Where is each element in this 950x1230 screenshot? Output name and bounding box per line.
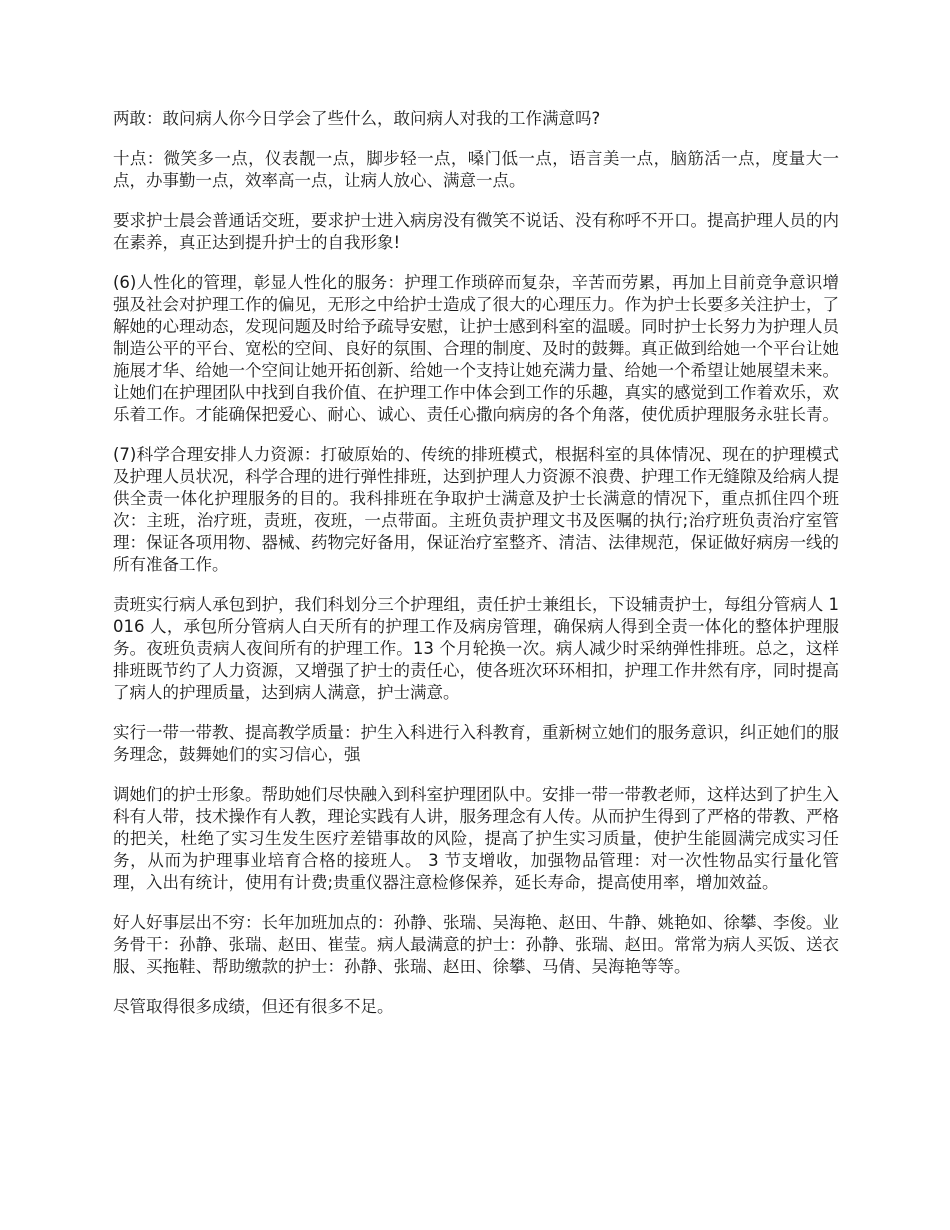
paragraph-responsibility-shift: 责班实行病人承包到护，我们科划分三个护理组，责任护士兼组长，下设辅责护士，每组分管病人 1016 人，承包所分管病人白天所有的护理工作及病房管理，确保病人得到全责一体化的整体护理服务。夜班负责病人夜间所有的护理工作。13 个月轮换一次。病人减少时采纳弹性排班。总之，这样排班既节约了人力资源，又增强了护士的责任心，使各班次环环相扣，护理工作井然有序，同时提高了病人的护理质量，达到病人满意，护士满意。 bbox=[113, 595, 839, 702]
paragraph-liang-gan: 两敢：敢问病人你今日学会了些什么，敢问病人对我的工作满意吗? bbox=[113, 109, 601, 128]
paragraph-good-deeds: 好人好事层出不穷：长年加班加点的：孙静、张瑞、吴海艳、赵田、牛静、姚艳如、徐攀、李俊。业务骨干：孙静、张瑞、赵田、崔莹。病人最满意的护士：孙静、张瑞、赵田。常常为病人买饭、送衣服、买拖鞋、帮助缴款的护士：孙静、张瑞、赵田、徐攀、马倩、吴海艳等等。 bbox=[113, 913, 839, 976]
paragraph-shi-dian: 十点：微笑多一点，仪表靓一点，脚步轻一点，嗓门低一点，语言美一点，脑筋活一点，度量大一点，办事勤一点，效率高一点，让病人放心、满意一点。 bbox=[113, 149, 839, 190]
paragraph-requirements: 要求护士晨会普通话交班，要求护士进入病房没有微笑不说话、没有称呼不开口。提高护理人员的内在素养，真正达到提升护士的自我形象! bbox=[113, 211, 839, 252]
paragraph-humanized-management: (6)人性化的管理，彰显人性化的服务：护理工作琐碎而复杂，辛苦而劳累，再加上目前竞争意识增强及社会对护理工作的偏见，无形之中给护士造成了很大的心理压力。作为护士长要多关注护士，了解她的心理动态，发现问题及时给予疏导安慰，让护士感到科室的温暖。同时护士长努力为护理人员制造公平的平台、宽松的空间、良好的氛围、合理的制度、及时的鼓舞。真正做到给她一个平台让她施展才华、给她一个空间让她开拓创新、给她一个支持让她充满力量、给她一个希望让她展望未来。让她们在护理团队中找到自我价值、在护理工作中体会到工作的乐趣，真实的感觉到工作着欢乐，欢乐着工作。才能确保把爱心、耐心、诚心、责任心撒向病房的各个角落，使优质护理服务永驻长青。 bbox=[113, 273, 839, 424]
paragraph-mentoring-continued: 调她们的护士形象。帮助她们尽快融入到科室护理团队中。安排一带一带教老师，这样达到了护生入科有人带，技术操作有人教，理论实践有人讲，服务理念有人传。从而护生得到了严格的带教、严格的把关，杜绝了实习生发生医疗差错事故的风险，提高了护生实习质量，使护生能圆满完成实习任务，从而为护理事业培育合格的接班人。 3 节支增收，加强物品管理：对一次性物品实行量化管理，入出有统计，使用有计费;贵重仪器注意检修保养，延长寿命，提高使用率，增加效益。 bbox=[113, 785, 839, 892]
paragraph-mentoring: 实行一带一带教、提高教学质量：护生入科进行入科教育，重新树立她们的服务意识，纠正她们的服务理念，鼓舞她们的实习信心，强 bbox=[113, 723, 839, 764]
paragraph-shortcomings: 尽管取得很多成绩，但还有很多不足。 bbox=[113, 997, 394, 1016]
paragraph-staff-scheduling: (7)科学合理安排人力资源：打破原始的、传统的排班模式，根据科室的具体情况、现在的护理模式及护理人员状况，科学合理的进行弹性排班，达到护理人力资源不浪费、护理工作无缝隙及给病人提供全责一体化护理服务的目的。我科排班在争取护士满意及护士长满意的情况下，重点抓住四个班次：主班，治疗班，责班，夜班，一点带面。主班负责护理文书及医嘱的执行;治疗班负责治疗室管理：保证各项用物、器械、药物完好备用，保证治疗室整齐、清洁、法律规范，保证做好病房一线的所有准备工作。 bbox=[113, 445, 839, 574]
document-page bbox=[113, 108, 839, 1036]
